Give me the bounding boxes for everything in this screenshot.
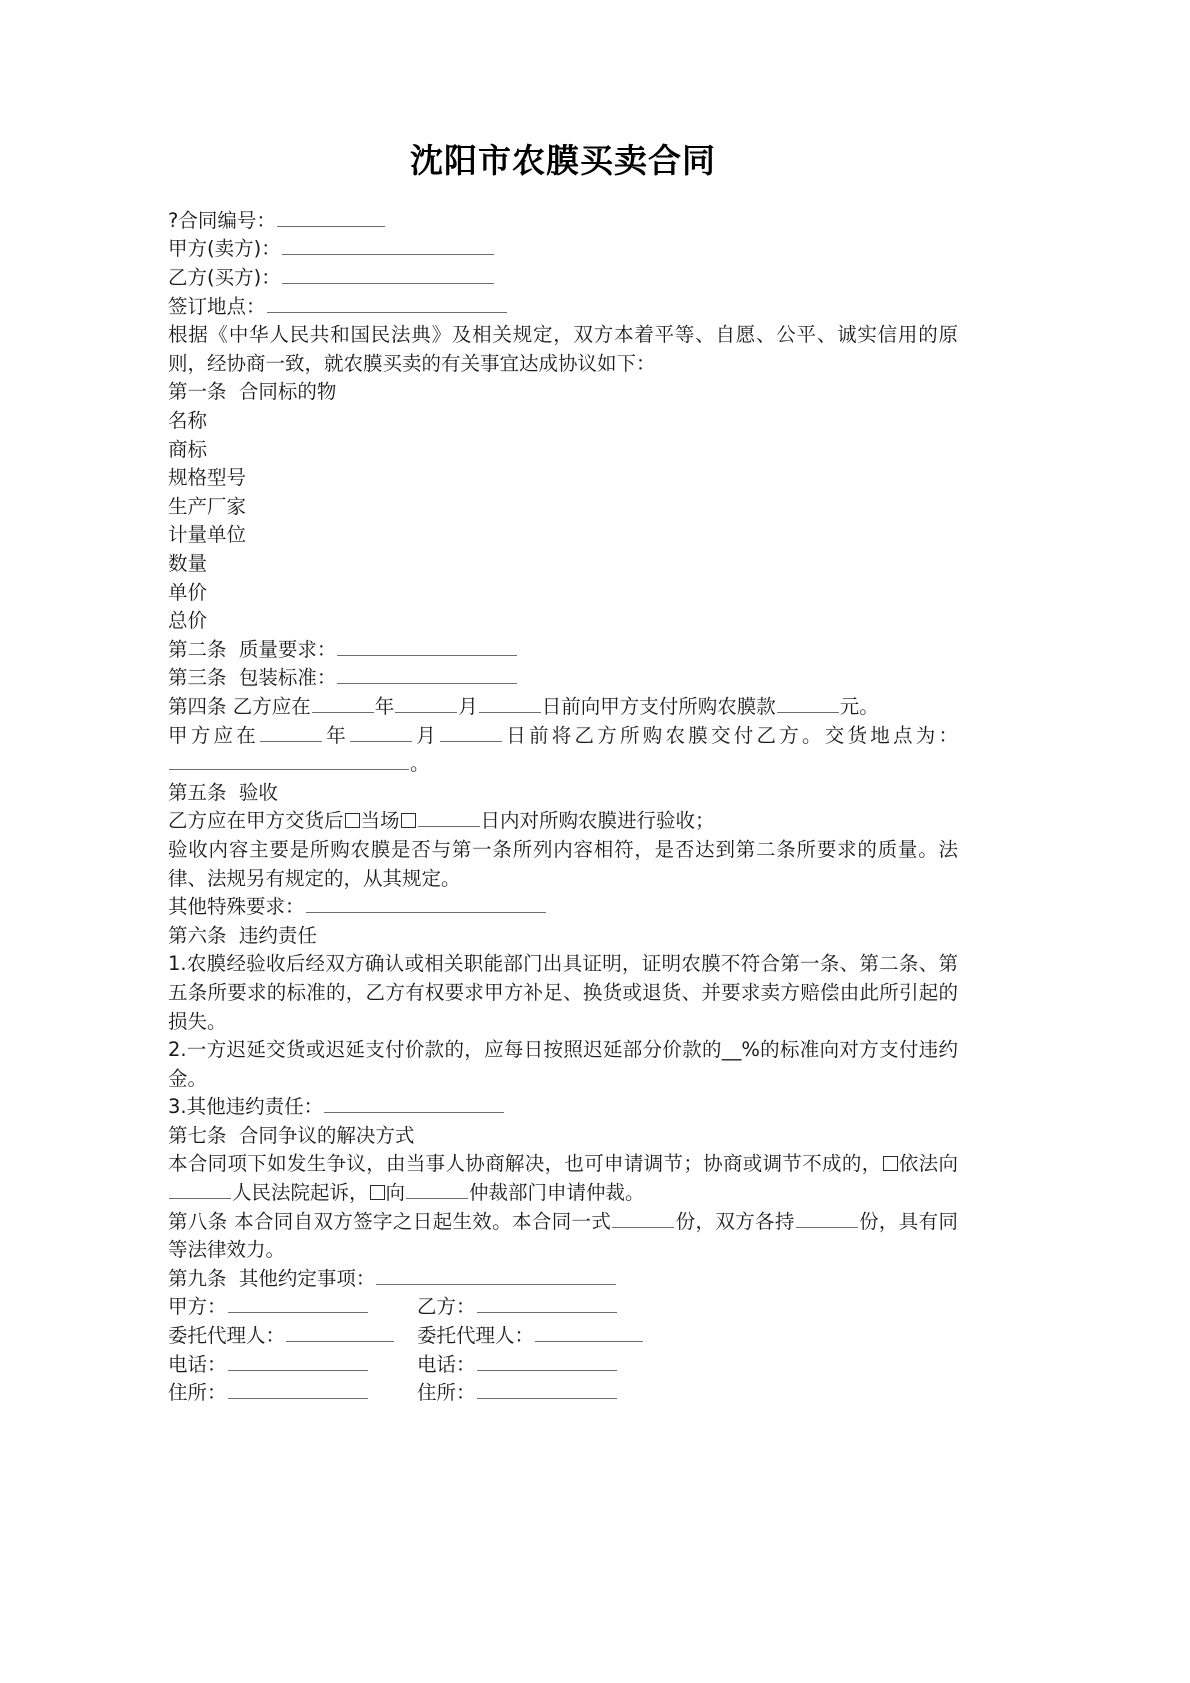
copies-each-blank[interactable] [796, 1208, 858, 1228]
phone-party-b [417, 1351, 644, 1380]
article-5-other-requirements [168, 893, 958, 922]
delivery-year-blank[interactable] [260, 722, 322, 742]
article-4-text: 月 [413, 723, 439, 747]
article-5-text: 当场 [360, 809, 400, 833]
field-label: 乙方(买方)： [168, 266, 281, 290]
article-4-delivery [168, 722, 958, 779]
party-a-address-blank[interactable] [228, 1379, 368, 1399]
signature-label: 委托代理人： [168, 1324, 286, 1348]
article-5-body: 验收内容主要是所购农膜是否与第一条所列内容相符，是否达到第二条所要求的质量。法律、法规另有规定的，从其规定。 [168, 837, 958, 890]
article-9-other-terms [168, 1265, 958, 1294]
signature-label: 电话： [168, 1352, 227, 1376]
article-1-item: 生产厂家 [168, 494, 247, 518]
article-4-text: 。 [410, 752, 430, 776]
payment-month-blank[interactable] [395, 693, 457, 713]
court-name-blank[interactable] [169, 1179, 231, 1199]
article-1-item: 计量单位 [168, 523, 247, 547]
address-party-a [168, 1379, 395, 1408]
page-title: 沈阳市农膜买卖合同 [410, 141, 716, 180]
packaging-standard-blank[interactable] [337, 664, 517, 684]
field-signing-place [168, 293, 958, 322]
signature-row [168, 1351, 644, 1380]
signature-gap [395, 1293, 417, 1322]
article-1-item: 商标 [168, 437, 208, 461]
party-b-blank[interactable] [282, 264, 494, 284]
article-2-quality [168, 636, 958, 665]
article-8-text: 份，双方各持 [675, 1209, 795, 1233]
contract-number-blank[interactable] [277, 207, 385, 227]
checkbox-icon[interactable] [345, 813, 360, 828]
party-a-phone-blank[interactable] [228, 1351, 368, 1371]
party-b-phone-blank[interactable] [477, 1351, 617, 1371]
signature-label: 电话： [417, 1352, 476, 1376]
article-7-text: 本合同项下如发生争议，由当事人协商解决，也可申请调节；协商或调节不成的， [168, 1152, 882, 1176]
signature-label: 住所： [168, 1381, 227, 1405]
agent-party-b [417, 1322, 644, 1351]
article-6-item-2: 2.一方迟延交货或迟延支付价款的，应每日按照迟延部分价款的__%的标准向对方支付违约金。 [168, 1038, 958, 1090]
other-terms-blank[interactable] [376, 1265, 616, 1285]
article-1-item: 总价 [168, 609, 208, 633]
signing-place-blank[interactable] [267, 293, 507, 313]
article-7-body [168, 1150, 958, 1207]
document-body [168, 140, 958, 1408]
inspection-days-blank[interactable] [418, 807, 480, 827]
arbitration-body-blank[interactable] [406, 1179, 468, 1199]
article-4-text: 甲方应在 [168, 723, 259, 747]
address-party-b [417, 1379, 644, 1408]
field-party-a [168, 235, 958, 264]
quality-requirement-blank[interactable] [337, 636, 517, 656]
signature-gap [395, 1379, 417, 1408]
article-5-text: 日内对所购农膜进行验收； [480, 809, 715, 833]
article-8-text: 份，具有同等法律效力。 [168, 1209, 958, 1262]
article-6-item-1: 1.农膜经验收后经双方确认或相关职能部门出具证明，证明农膜不符合第一条、第二条、第五条所要求的标准的，乙方有权要求甲方补足、换货或退货、并要求卖方赔偿由此所引起的损失。 [168, 952, 958, 1033]
party-b-address-blank[interactable] [477, 1379, 617, 1399]
field-label: 甲方(卖方)： [168, 237, 281, 261]
payment-day-blank[interactable] [479, 693, 541, 713]
signature-block [168, 1293, 644, 1407]
signature-row [168, 1293, 644, 1322]
article-4-text: 日前将乙方所购农膜交付乙方。交货地点为： [503, 723, 958, 747]
article-1-item: 单价 [168, 580, 208, 604]
article-7-text: 向 [385, 1181, 406, 1205]
article-1-heading: 第一条 合同标的物 [168, 380, 337, 404]
article-1-item: 规格型号 [168, 466, 247, 490]
signature-gap [395, 1351, 417, 1380]
phone-party-a [168, 1351, 395, 1380]
signature-label: 乙方： [417, 1295, 476, 1319]
article-3-label: 第三条 包装标准： [168, 666, 337, 690]
party-b-agent-blank[interactable] [535, 1322, 643, 1342]
party-a-signature-blank[interactable] [228, 1293, 368, 1313]
checkbox-icon[interactable] [883, 1156, 898, 1171]
party-a-blank[interactable] [282, 235, 494, 255]
checkbox-icon[interactable] [401, 813, 416, 828]
party-b-signature-blank[interactable] [477, 1293, 617, 1313]
article-5-other-label: 其他特殊要求： [168, 895, 305, 919]
delivery-day-blank[interactable] [440, 722, 502, 742]
other-liability-blank[interactable] [324, 1093, 504, 1113]
payment-year-blank[interactable] [312, 693, 374, 713]
delivery-month-blank[interactable] [350, 722, 412, 742]
signature-label: 委托代理人： [417, 1324, 535, 1348]
article-3-packaging [168, 664, 958, 693]
article-1-item: 数量 [168, 552, 208, 576]
copies-total-blank[interactable] [612, 1208, 674, 1228]
preamble-paragraph: 根据《中华人民共和国民法典》及相关规定，双方本着平等、自愿、公平、诚实信用的原则，经协商一致，就农膜买卖的有关事宜达成协议如下： [168, 323, 958, 375]
article-8-text: 第八条 本合同自双方签字之日起生效。本合同一式 [168, 1209, 612, 1233]
article-7-text: 依法向 [898, 1152, 958, 1176]
article-5-inspection-period [168, 807, 958, 836]
delivery-place-blank[interactable] [169, 750, 409, 770]
checkbox-icon[interactable] [370, 1185, 385, 1200]
signature-label: 住所： [417, 1381, 476, 1405]
field-contract-number [168, 207, 958, 236]
other-requirements-blank[interactable] [306, 893, 546, 913]
article-1-item: 名称 [168, 409, 208, 433]
article-2-label: 第二条 质量要求： [168, 637, 337, 661]
signature-party-b [417, 1293, 644, 1322]
article-6-item-3 [168, 1093, 958, 1122]
article-4-text: 第四条 乙方应在 [168, 694, 311, 718]
article-8-body [168, 1208, 958, 1265]
article-6-item-3-label: 3.其他违约责任： [168, 1095, 324, 1119]
signature-gap [395, 1322, 417, 1351]
signature-row [168, 1379, 644, 1408]
field-label: 签订地点： [168, 294, 266, 318]
article-9-label: 第九条 其他约定事项： [168, 1266, 376, 1290]
field-party-b [168, 264, 958, 293]
article-4-text: 年 [374, 694, 395, 718]
signature-party-a [168, 1293, 395, 1322]
signature-label: 甲方： [168, 1295, 227, 1319]
article-4-text: 月 [458, 694, 478, 718]
article-7-text: 人民法院起诉， [232, 1181, 369, 1205]
article-7-text: 仲裁部门申请仲裁。 [469, 1181, 645, 1205]
field-label: ?合同编号： [168, 208, 276, 232]
article-4-payment [168, 693, 958, 722]
party-a-agent-blank[interactable] [286, 1322, 394, 1342]
article-5-heading: 第五条 验收 [168, 780, 278, 804]
article-7-heading: 第七条 合同争议的解决方式 [168, 1123, 415, 1147]
signature-row [168, 1322, 644, 1351]
article-6-heading: 第六条 违约责任 [168, 923, 317, 947]
article-4-text: 年 [323, 723, 349, 747]
agent-party-a [168, 1322, 395, 1351]
article-5-text: 乙方应在甲方交货后 [168, 809, 344, 833]
article-4-text: 元。 [839, 694, 879, 718]
payment-amount-blank[interactable] [777, 693, 839, 713]
article-4-text: 日前向甲方支付所购农膜款 [541, 694, 776, 718]
